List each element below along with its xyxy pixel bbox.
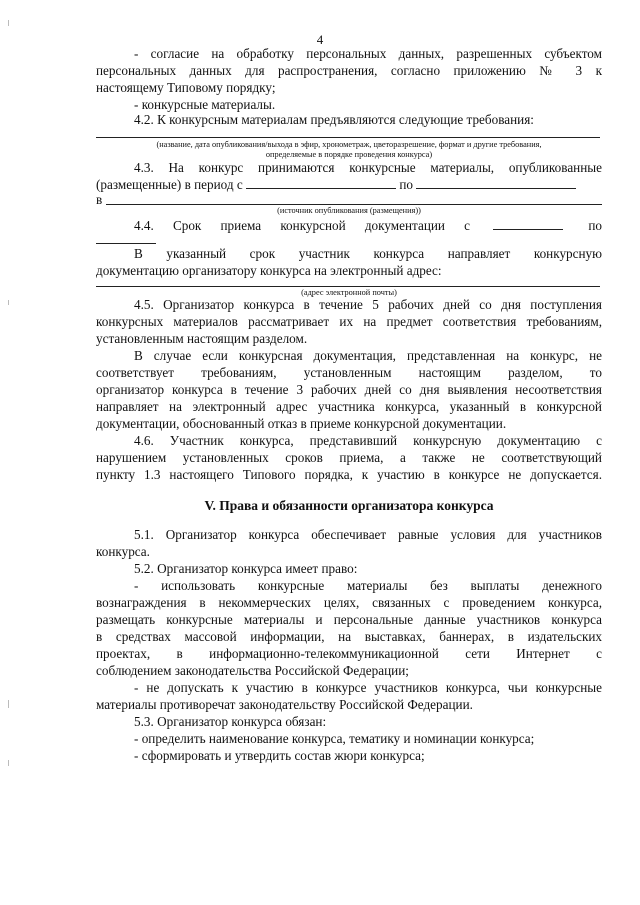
caption: определяемые в порядке проведения конкурса) (265, 150, 433, 159)
text-line: документации, обоснованный отказ в приеме конкурсной документации. (96, 416, 507, 431)
text-line: конкурсных материалов рассматривает их на предмет соответствия требованиям, (96, 314, 602, 329)
blank-line (96, 286, 600, 287)
text-fragment: по (588, 218, 602, 233)
scan-mark (8, 700, 9, 708)
text-line: - использовать конкурсные материалы без выплаты денежного (134, 578, 602, 593)
text-line: персональных данных для распространения, согласно приложению № 3 к (96, 63, 602, 78)
caption: (источник опубликования (размещения)) (277, 206, 421, 215)
blank-field (493, 218, 563, 230)
text-line: В случае если конкурсная документация, представленная на конкурс, не (134, 348, 602, 363)
text-line: - согласие на обработку персональных данных, разрешенных субъектом (134, 46, 602, 61)
caption: (название, дата опубликования/выхода в эфир, хронометраж, цветоразрешение, формат и другие требования, (156, 140, 542, 149)
text-line: настоящему Типовому порядку; (96, 80, 276, 95)
text-line: - сформировать и утвердить состав жюри конкурса; (134, 748, 425, 763)
text-line: организатор конкурса в течение 3 рабочих дней со дня выявления несоответствия (96, 382, 602, 397)
text-line: соблюдением законодательства Российской Федерации; (96, 663, 409, 678)
scan-mark (8, 300, 9, 305)
text-line: 5.2. Организатор конкурса имеет право: (134, 561, 358, 576)
text-line: 4.5. Организатор конкурса в течение 5 рабочих дней со дня поступления (134, 297, 602, 312)
scan-mark (8, 760, 9, 766)
blank-field (416, 177, 576, 189)
text-fragment: по (399, 177, 413, 192)
text-line: пункту 1.3 настоящего Типового порядка, к участию в конкурсе не допускается. (96, 467, 602, 482)
text-line: направляет на электронный адрес участника конкурса, указанный в конкурсной (96, 399, 602, 414)
text-line: установленным настоящим разделом. (96, 331, 308, 346)
text-line: конкурса. (96, 544, 150, 559)
text-line: - не допускать к участию в конкурсе участников конкурса, чьи конкурсные (134, 680, 602, 695)
text-line: 4.6. Участник конкурса, представивший конкурсную документацию с (134, 433, 602, 448)
text-line: соответствует требованиям, установленным настоящим разделом, то (96, 365, 602, 380)
section-heading: V. Права и обязанности организатора конкурса (204, 498, 494, 513)
text-line: размещать конкурсные материалы и персональные данные участников конкурса (96, 612, 602, 627)
scan-mark (8, 20, 9, 26)
blank-line (96, 137, 600, 138)
text-line: 4.3. На конкурс принимаются конкурсные материалы, опубликованные (134, 160, 602, 175)
text-line: документацию организатору конкурса на электронный адрес: (96, 263, 442, 278)
text-line: - конкурсные материалы. (134, 97, 276, 112)
blank-field (246, 177, 396, 189)
text-line: В указанный срок участник конкурса направляет конкурсную (134, 246, 602, 261)
text-fragment: 4.4. Срок приема конкурсной документации с (134, 218, 470, 233)
text-line: 5.3. Организатор конкурса обязан: (134, 714, 327, 729)
text-line: нарушением установленных сроков приема, а также не соответствующий (96, 450, 602, 465)
text-line: - определить наименование конкурса, тематику и номинации конкурса; (134, 731, 535, 746)
caption: (адрес электронной почты) (301, 288, 397, 297)
text-line: проектах, в информационно-телекоммуникационной сети Интернет с (96, 646, 602, 661)
text-line: вознаграждения в некоммерческих целях, связанных с проведением конкурса, (96, 595, 602, 610)
text-line: 4.2. К конкурсным материалам предъявляются следующие требования: (134, 112, 534, 127)
text-line (96, 177, 602, 193)
text-line: материалы противоречат законодательству Российской Федерации. (96, 697, 473, 712)
blank-line (106, 204, 602, 205)
text-line (134, 218, 602, 234)
blank-line (96, 243, 156, 244)
text-line: в (96, 192, 103, 207)
page-number: 4 (316, 32, 324, 47)
text-line: 5.1. Организатор конкурса обеспечивает равные условия для участников (134, 527, 602, 542)
text-fragment: (размещенные) в период с (96, 177, 243, 192)
text-line: в средствах массовой информации, на выставках, баннерах, в издательских (96, 629, 602, 644)
